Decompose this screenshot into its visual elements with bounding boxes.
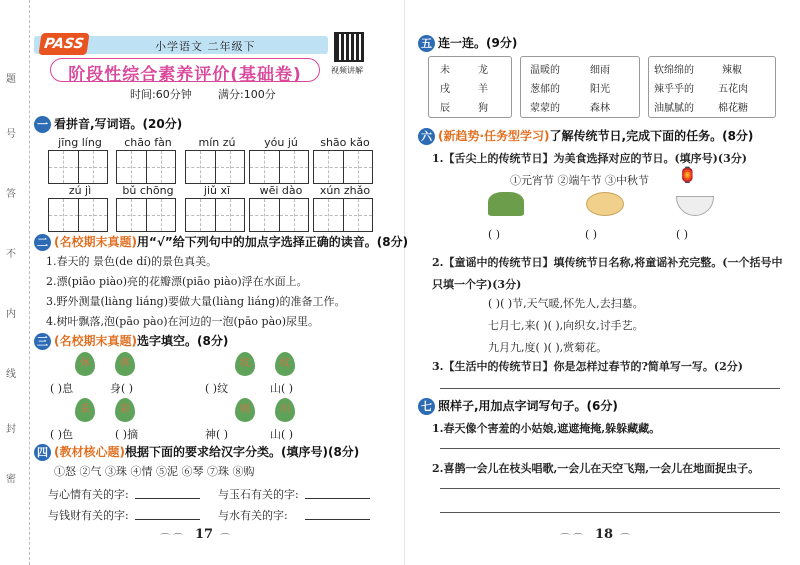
leaf-card: 纹 xyxy=(275,352,295,376)
pinyin-label: jiǔ xī xyxy=(203,184,231,197)
s2-item: 1.春天的 景色(de dí)的景色真美。 xyxy=(46,255,218,268)
s4-q: 与钱财有关的字: xyxy=(48,509,129,522)
tianzige-box[interactable] xyxy=(48,198,108,232)
section-4-header: 四 (教材核心题)根据下面的要求给汉字分类。(填序号)(8分) xyxy=(34,443,359,461)
answer-line[interactable] xyxy=(440,388,780,389)
match-item[interactable]: 软绵绵的 xyxy=(654,65,694,76)
leaf-card: 纹 xyxy=(235,352,255,376)
match-item[interactable]: 森林 xyxy=(590,103,610,114)
match-item[interactable]: 龙 xyxy=(478,65,488,76)
s3-blank[interactable]: ( )色 xyxy=(50,428,74,441)
section-2-header: 二 (名校期末真题)用“√”给下列句中的加点字选择正确的读音。(8分) xyxy=(34,233,408,251)
s6-q1: 1.【舌尖上的传统节日】为美食选择对应的节日。(填序号)(3分) xyxy=(432,152,747,165)
answer-line[interactable] xyxy=(440,488,780,489)
s3-blank[interactable]: ( )息 xyxy=(50,382,74,395)
match-item[interactable]: 阳光 xyxy=(590,84,610,95)
s6-q2: 2.【童谣中的传统节日】填传统节日名称,将童谣补充完整。(一个括号中只填一个字)(3分) xyxy=(432,256,783,291)
tianzige-box[interactable] xyxy=(185,150,245,184)
binding-char: 封 xyxy=(6,424,16,435)
tangyuan-icon xyxy=(676,196,714,216)
page-number: 17 xyxy=(195,527,214,542)
score-label: 满分:100分 xyxy=(218,88,276,101)
leaf-card: 彩 xyxy=(115,398,135,422)
s3-blank[interactable]: 山( ) xyxy=(270,428,294,441)
match-item[interactable]: 羊 xyxy=(478,84,488,95)
binding-char: 号 xyxy=(6,129,16,140)
section-6-header: 六 (新趋势·任务型学习)了解传统节日,完成下面的任务。(8分) xyxy=(418,127,753,145)
pinyin-label: wēi dào xyxy=(259,184,303,197)
subject-label: 小学语文 二年级下 xyxy=(155,40,256,53)
pinyin-label: bǔ chōng xyxy=(122,184,174,197)
page-divider xyxy=(404,0,405,565)
binding-margin xyxy=(0,0,30,565)
binding-char: 答 xyxy=(6,189,16,200)
s2-item: 3.野外测量(liàng liáng)要做大量(liàng liáng)的准备工作。 xyxy=(46,295,346,308)
song-line[interactable]: 七月七,来( )( ),向织女,讨手艺。 xyxy=(488,319,644,332)
s4-q: 与水有关的字: xyxy=(218,509,288,522)
s3-blank[interactable]: 身( ) xyxy=(110,382,134,395)
answer-line[interactable] xyxy=(135,519,200,520)
pinyin-label: shāo kǎo xyxy=(320,136,370,149)
section-5-header: 五 连一连。(9分) xyxy=(418,34,517,52)
s6-options: ①元宵节 ②端午节 ③中秋节 xyxy=(510,174,649,187)
match-item[interactable]: 油腻腻的 xyxy=(654,103,694,114)
answer-line[interactable] xyxy=(305,498,370,499)
mooncake-icon: 🏮 xyxy=(678,166,697,184)
s3-blank[interactable]: ( )纹 xyxy=(205,382,229,395)
s7-q2: 2.喜鹊一会儿在枝头唱歌,一会儿在天空飞翔,一会儿在地面捉虫子。 xyxy=(432,462,760,475)
match-item[interactable]: 辣椒 xyxy=(722,65,742,76)
section-3-header: 三 (名校期末真题)选字填空。(8分) xyxy=(34,332,228,350)
binding-char: 不 xyxy=(6,249,16,260)
song-line[interactable]: 九月九,度( )( ),赏菊花。 xyxy=(488,341,608,354)
tianzige-box[interactable] xyxy=(313,198,373,232)
match-item[interactable]: 细雨 xyxy=(590,65,610,76)
answer-line[interactable] xyxy=(440,448,780,449)
section-1-header: 一 看拼音,写词语。(20分) xyxy=(34,115,182,133)
match-item[interactable]: 戌 xyxy=(440,84,450,95)
binding-char: 题 xyxy=(6,74,16,85)
ornament-icon: ⌒ xyxy=(620,534,630,545)
leaf-card: 采 xyxy=(75,398,95,422)
tianzige-box[interactable] xyxy=(249,150,309,184)
pinyin-label: chāo fàn xyxy=(124,136,172,149)
s3-blank[interactable]: ( )摘 xyxy=(115,428,139,441)
s2-item: 2.漂(piāo piào)亮的花瓣漂(piāo piào)浮在水面上。 xyxy=(46,275,308,288)
s3-blank[interactable]: 神( ) xyxy=(205,428,229,441)
leaf-card: 川 xyxy=(275,398,295,422)
page-number: 18 xyxy=(595,527,614,542)
leaf-card: 休 xyxy=(75,352,95,376)
match-item[interactable]: 未 xyxy=(440,65,450,76)
tianzige-box[interactable] xyxy=(313,150,373,184)
binding-char: 内 xyxy=(6,309,16,320)
s6-q3: 3.【生活中的传统节日】你是怎样过春节的?简单写一写。(2分) xyxy=(432,360,743,373)
qr-label: 视频讲解 xyxy=(331,66,363,75)
s4-q: 与玉石有关的字: xyxy=(218,488,299,501)
match-item[interactable]: 辰 xyxy=(440,103,450,114)
s3-blank[interactable]: 山( ) xyxy=(270,382,294,395)
match-item[interactable]: 辣乎乎的 xyxy=(654,84,694,95)
pinyin-label: jīng líng xyxy=(58,136,102,149)
pass-logo: PASS xyxy=(38,33,89,55)
match-item[interactable]: 温暖的 xyxy=(530,65,560,76)
ornament-icon: ⌒ ⌒ xyxy=(160,534,184,545)
leaf-card: 体 xyxy=(115,352,135,376)
answer-blank[interactable]: ( ) xyxy=(488,228,501,241)
pinyin-label: xún zhǎo xyxy=(319,184,371,197)
answer-line[interactable] xyxy=(440,512,780,513)
s2-item: 4.树叶飘落,泡(pāo pào)在河边的一泡(pāo pào)尿里。 xyxy=(46,315,320,328)
tianzige-box[interactable] xyxy=(116,198,176,232)
page-title: 阶段性综合素养评价(基础卷) xyxy=(68,65,302,85)
section-7-header: 七 照样子,用加点字词写句子。(6分) xyxy=(418,397,618,415)
answer-blank[interactable]: ( ) xyxy=(676,228,689,241)
s4-chars: ①怒 ②气 ③珠 ④情 ⑤泥 ⑥琴 ⑦珠 ⑧购 xyxy=(54,465,255,478)
s7-q1: 1.春天像个害羞的小姑娘,遮遮掩掩,躲躲藏藏。 xyxy=(432,422,661,435)
ornament-icon: ⌒ xyxy=(220,534,230,545)
leaf-card: 则 xyxy=(235,398,255,422)
match-item[interactable]: 狗 xyxy=(478,103,488,114)
binding-char: 线 xyxy=(6,369,16,380)
time-label: 时间:60分钟 xyxy=(130,88,192,101)
pinyin-label: yóu jú xyxy=(264,136,298,149)
pinyin-label: mín zú xyxy=(198,136,236,149)
answer-line[interactable] xyxy=(305,519,370,520)
match-item[interactable]: 蒙蒙的 xyxy=(530,103,560,114)
answer-line[interactable] xyxy=(135,498,200,499)
song-line[interactable]: ( )( )节,天气暖,怀先人,去扫墓。 xyxy=(488,297,644,310)
match-item[interactable]: 棉花糖 xyxy=(718,103,748,114)
s4-q: 与心情有关的字: xyxy=(48,488,129,501)
match-item[interactable]: 五花肉 xyxy=(718,84,748,95)
pinyin-label: zú jì xyxy=(68,184,92,197)
match-item[interactable]: 葱郁的 xyxy=(530,84,560,95)
tianzige-box[interactable] xyxy=(249,198,309,232)
tianzige-box[interactable] xyxy=(185,198,245,232)
tianzige-box[interactable] xyxy=(48,150,108,184)
mooncake-food-icon xyxy=(586,192,624,216)
ornament-icon: ⌒ ⌒ xyxy=(560,534,584,545)
tianzige-box[interactable] xyxy=(116,150,176,184)
qr-code-icon[interactable] xyxy=(334,32,364,62)
zongzi-icon xyxy=(488,192,524,216)
binding-char: 密 xyxy=(6,474,16,485)
answer-blank[interactable]: ( ) xyxy=(585,228,598,241)
